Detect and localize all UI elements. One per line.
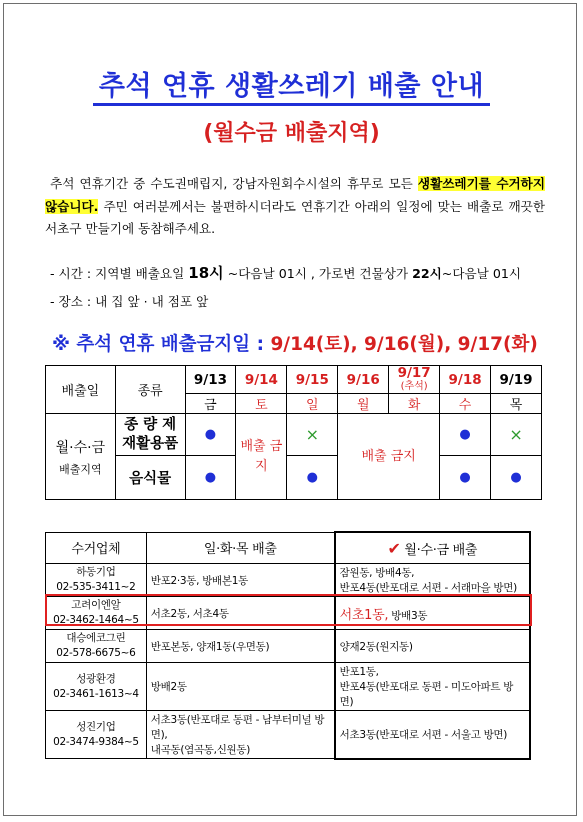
weekday-cell: 화 (389, 394, 440, 414)
company-name: 대승에코그린 02-578-6675~6 (46, 630, 147, 663)
ban-dates-notice: ※ 추석 연휴 배출금지일 : 9/14(토), 9/16(월), 9/17(화) (52, 334, 538, 355)
weekday-cell: 목 (491, 394, 542, 414)
company-name: 하동기업 02-535-3411~2 (46, 564, 147, 597)
ban-cell: 배출 금지 (338, 414, 440, 500)
weekday-cell: 금 (185, 394, 236, 414)
area-b: 양재2동(원지동) (335, 630, 530, 663)
intro-highlight: 생활쓰레기를 수거하지 않습니다. (45, 176, 545, 214)
page-title: 추석 연휴 생활쓰레기 배출 안내 (0, 64, 583, 103)
area-b: 잠원동, 방배4동, 반포4동(반포대로 서편 - 서래마을 방면) (335, 564, 530, 597)
dot-icon: ● (491, 456, 542, 500)
mon-thu-header: 일·화·목 배출 (146, 532, 334, 564)
area-a: 반포2·3동, 방배본1동 (146, 564, 334, 597)
dot-icon: ● (185, 414, 236, 456)
company-name: 고려이엔알 02-3462-1464~5 (46, 597, 147, 630)
weekday-cell: 수 (440, 394, 491, 414)
dot-icon: ● (440, 414, 491, 456)
mon-wed-fri-header: ✔ 월·수·금 배출 (335, 532, 530, 564)
date-cell: 9/16 (338, 366, 389, 394)
weekday-cell: 월 (338, 394, 389, 414)
region-cell: 월·수·금 배출지역 (46, 414, 116, 500)
type-recycle: 종 량 제 재활용품 (115, 414, 185, 456)
check-icon: ✔ (387, 538, 401, 558)
col-type-header: 종류 (115, 366, 185, 414)
company-name: 성진기업 02-3474-9384~5 (46, 711, 147, 759)
area-b: 서초1동, 방배3동 (335, 597, 530, 630)
date-cell: 9/17 (추석) (389, 366, 440, 394)
company-table (45, 531, 531, 760)
date-cell: 9/13 (185, 366, 236, 394)
col-day-header: 배출일 (46, 366, 116, 414)
area-a: 서초3동(반포대로 동편 - 남부터미널 방면), 내곡동(염곡동,신원동) (146, 711, 334, 759)
weekday-cell: 토 (236, 394, 287, 414)
place-line: - 장소 : 내 집 앞 · 내 점포 앞 (50, 294, 209, 309)
date-cell: 9/19 (491, 366, 542, 394)
dot-icon: ● (287, 456, 338, 500)
page-subtitle: (월수금 배출지역) (203, 121, 380, 146)
date-cell: 9/14 (236, 366, 287, 394)
dot-icon: ● (185, 456, 236, 500)
date-cell: 9/15 (287, 366, 338, 394)
area-b: 반포1동, 반포4동(반포대로 동편 - 미도아파트 방면) (335, 663, 530, 711)
area-a: 반포본동, 양재1동(우면동) (146, 630, 334, 663)
area-b: 서초3동(반포대로 서편 - 서울고 방면) (335, 711, 530, 759)
area-a: 서초2동, 서초4동 (146, 597, 334, 630)
company-name: 성광환경 02-3461-1613~4 (46, 663, 147, 711)
intro-paragraph: 추석 연휴기간 중 수도권매립지, 강남자원회수시설의 휴무로 모든 생활쓰레기를 수거하지 않습니다. 주민 여러분께서는 불편하시더라도 연휴기간 아래의 일정에 맞는 배출로 깨끗한 서초구 만들기에 동참해주세요. (45, 176, 545, 236)
cross-icon: × (491, 414, 542, 456)
area-a: 방배2동 (146, 663, 334, 711)
type-food: 음식물 (115, 456, 185, 500)
schedule-table (45, 365, 542, 500)
dot-icon: ● (440, 456, 491, 500)
time-line: - 시간 : 지역별 배출요일 18시 ~다음날 01시 , 가로변 건물상가 22시~다음날 01시 (50, 264, 522, 282)
date-cell: 9/18 (440, 366, 491, 394)
ban-cell: 배출 금지 (236, 414, 287, 500)
weekday-cell: 일 (287, 394, 338, 414)
company-header: 수거업체 (46, 532, 147, 564)
cross-icon: × (287, 414, 338, 456)
